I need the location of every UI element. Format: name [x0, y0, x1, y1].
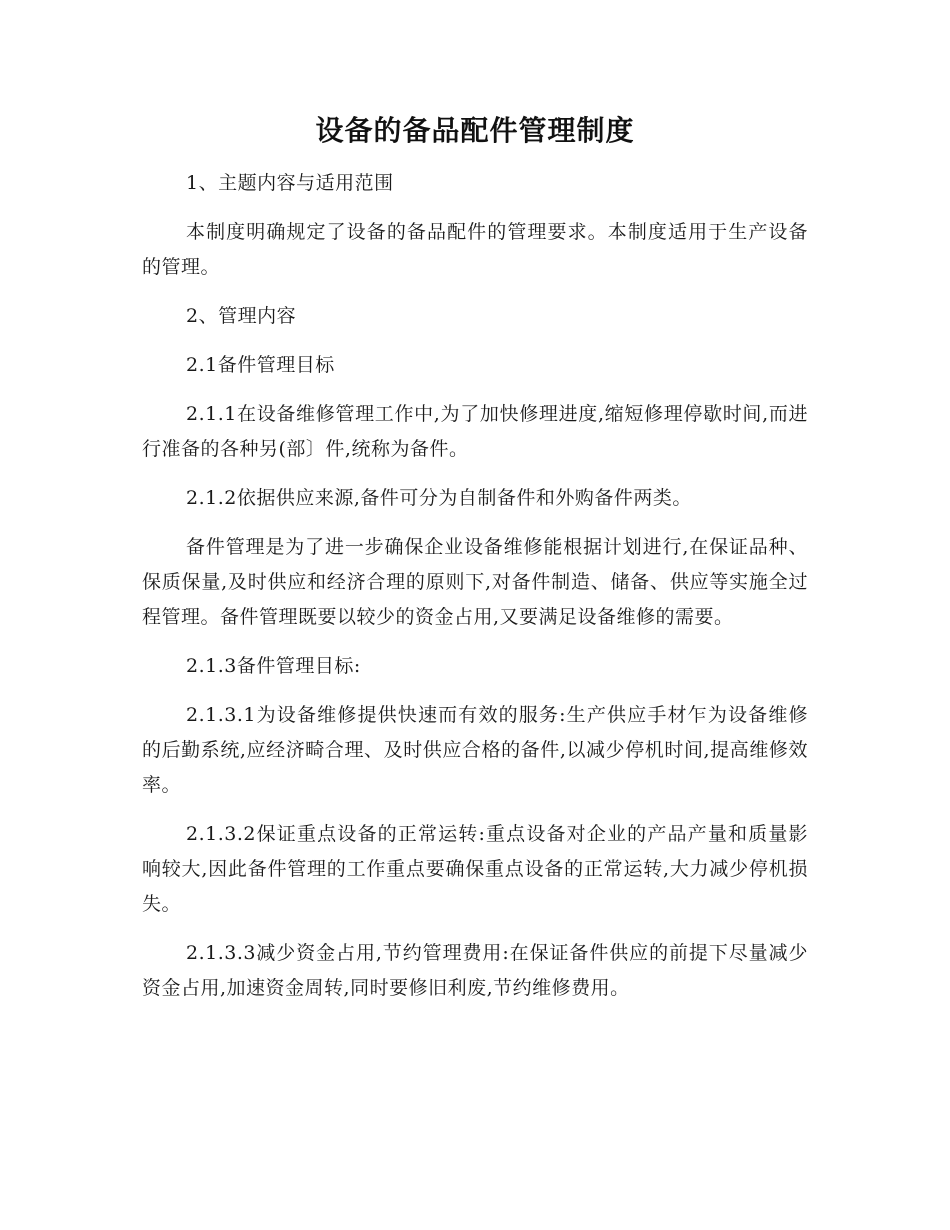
section-2-1-heading: 2.1备件管理目标 — [186, 354, 335, 376]
scope-paragraph: 本制度明确规定了设备的备品配件的管理要求。本制度适用于生产设备的管理。 — [142, 221, 808, 278]
section-1-heading: 1、主题内容与适用范围 — [186, 172, 394, 194]
clause-2-1-3-2: 2.1.3.2保证重点设备的正常运转:重点设备对企业的产品产量和质量影响较大,因此备件管理的工作重点要确保重点设备的正常运转,大力减少停机损失。 — [142, 823, 808, 915]
spare-parts-management-paragraph: 备件管理是为了进一步确保企业设备维修能根据计划进行,在保证品种、保质保量,及时供应和经济合理的原则下,对备件制造、储备、供应等实施全过程管理。备件管理既要以较少的资金占用,又要满足设备维修的需要。 — [142, 536, 808, 628]
document-title: 设备的备品配件管理制度 — [315, 114, 635, 147]
document-body — [142, 166, 808, 1020]
clause-2-1-3-3: 2.1.3.3减少资金占用,节约管理费用:在保证备件供应的前提下尽量减少资金占用,加速资金周转,同时要修旧利废,节约维修费用。 — [142, 942, 808, 999]
clause-2-1-2: 2.1.2依据供应来源,备件可分为自制备件和外购备件两类。 — [186, 487, 692, 509]
clause-2-1-1: 2.1.1在设备维修管理工作中,为了加快修理进度,缩短修理停歇时间,而进行准备的各种另(部〕件,统称为备件。 — [142, 403, 808, 460]
section-2-heading: 2、管理内容 — [186, 305, 297, 327]
clause-2-1-3-1: 2.1.3.1为设备维修提供快速而有效的服务:生产供应手材乍为设备维修的后勤系统,应经济畸合理、及时供应合格的备件,以减少停机时间,提高维修效率。 — [142, 704, 808, 796]
clause-2-1-3: 2.1.3备件管理目标: — [186, 655, 361, 677]
